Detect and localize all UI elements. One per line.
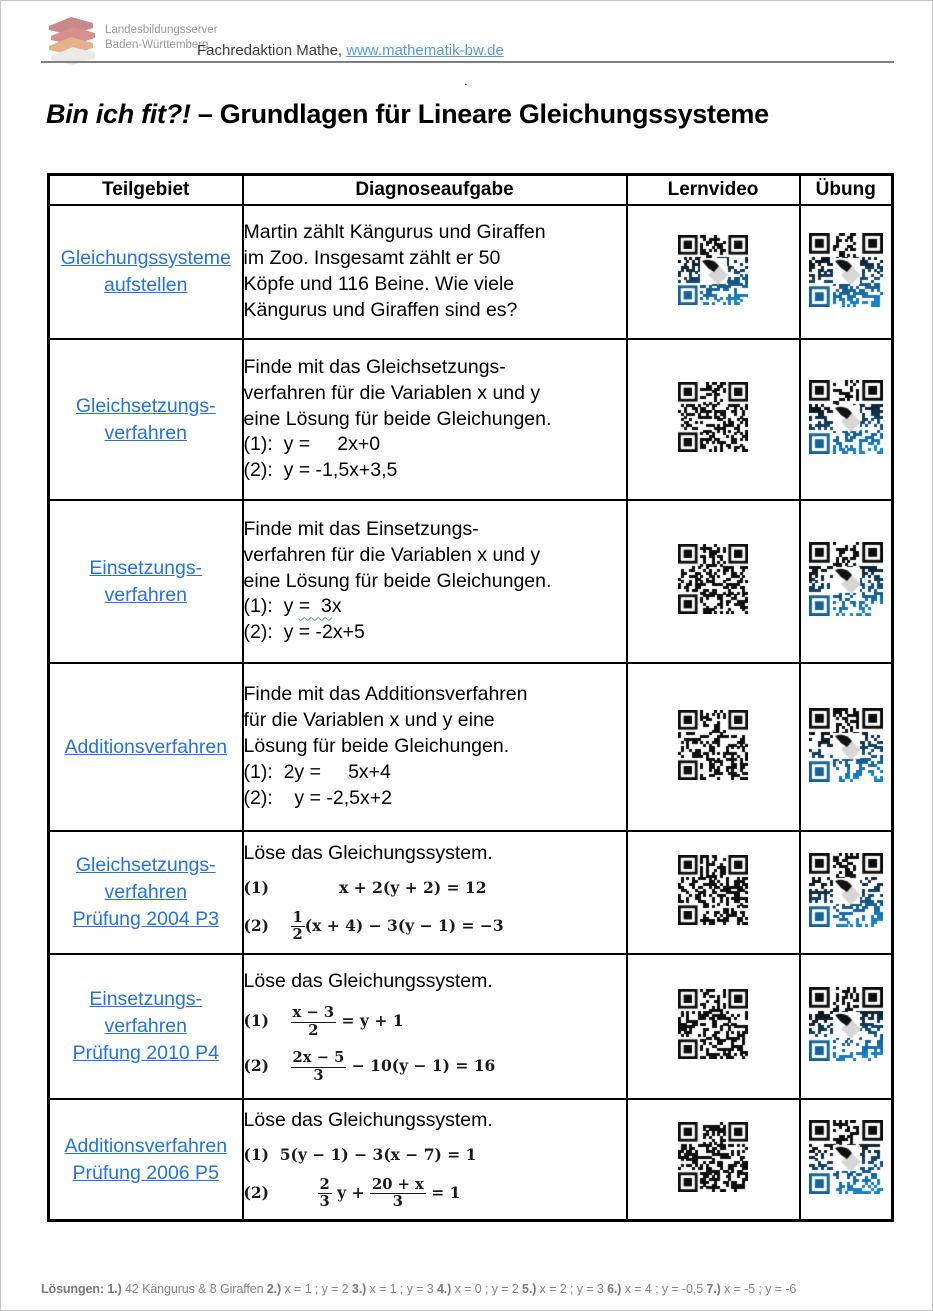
lernvideo-cell [627,339,800,500]
diagnoseaufgabe-cell [243,954,627,1099]
task-line: Löse das Gleichungssystem. [243,1109,493,1132]
tagline [197,42,504,59]
diagnoseaufgabe-cell [243,339,627,500]
fraction: $\frac{2x - 5}{3}$ [292,1049,345,1084]
lernvideo-cell [627,1099,800,1221]
header-divider [41,61,894,63]
task-line: (1) 5(y − 1) − 3(x − 7) = 1 [243,1145,477,1165]
teilgebiet-cell [49,205,243,339]
topic-link[interactable]: Additionsverfahren Prüfung 2006 P5 [64,1134,228,1184]
task-line: (2): y = -2,5x+2 [243,786,392,809]
task-line: Lösung für beide Gleichungen. [243,735,510,758]
page-title-rest: – Grundlagen für Lineare Gleichungssysteme [190,99,769,129]
task-line: (1): y = 3x [243,595,342,618]
task-line: (1) $\frac{x - 3}{2}$ = y + 1 [243,1004,404,1039]
table-body [49,205,893,1221]
task-line: Löse das Gleichungssystem. [243,842,493,865]
lernvideo-cell [627,954,800,1099]
task-line: Kängurus und Giraffen sind es? [243,298,518,321]
qr-code-uebung [809,708,883,782]
table-row [49,500,893,663]
task-line: (2): y = -2x+5 [243,621,365,644]
diagnoseaufgabe-cell [243,205,627,339]
solutions-footer: Lösungen: 1.) 42 Kängurus & 8 Giraffen 2.) x = 1 ; y = 2 3.) x = 1 ; y = 3 4.) x = 0 ; y = 2 5.) x = 2 ; y = 3 6.) x = 4 ; y = -0,5 7.) x = -5 ; y = -6 [41,1282,797,1296]
task-line: (2) $\frac{2}{3}$ y + $\frac{20 + x}{3}$ = 1 [243,1175,461,1211]
task-line: Martin zählt Kängurus und Giraffen [243,221,546,244]
fraction: $\frac{2}{3}$ [319,1175,330,1211]
task-line: (2): y = -1,5x+3,5 [243,459,398,482]
diagnoseaufgabe-cell [243,1099,627,1221]
table-row [49,205,893,339]
spellcheck-squiggle: = 3 [298,595,332,618]
lernvideo-cell [627,500,800,663]
table-row [49,339,893,500]
task-line: Finde mit das Gleichsetzungs- [243,355,506,378]
task-line: Finde mit das Additionsverfahren [243,683,528,706]
task-line: eine Lösung für beide Gleichungen. [243,407,552,430]
topic-link[interactable]: Gleichsetzungs- verfahren [75,394,216,444]
qr-code-uebung [809,380,883,454]
qr-code-lernvideo [678,235,748,305]
qr-code-lernvideo [678,989,748,1059]
stray-dot: . [464,73,468,88]
fraction: $\frac{1}{2}$ [292,908,303,944]
topic-link[interactable]: Einsetzungs- verfahren Prüfung 2010 P4 [72,988,219,1064]
task-line: Löse das Gleichungssystem. [243,969,493,992]
table-row [49,954,893,1099]
qr-code-lernvideo [678,382,748,452]
uebung-cell [800,663,893,831]
qr-code-uebung [809,542,883,616]
diagnoseaufgabe-cell [243,500,627,663]
qr-code-lernvideo [678,1122,748,1192]
task-line: (1): y = 2x+0 [243,433,381,456]
diagnostics-table [47,173,894,1222]
table-row [49,831,893,954]
teilgebiet-cell [49,339,243,500]
uebung-cell [800,205,893,339]
task-line: verfahren für die Variablen x und y [243,543,541,566]
diagnoseaufgabe-cell [243,831,627,954]
task-line: im Zoo. Insgesamt zählt er 50 [243,247,501,270]
qr-code-lernvideo [678,710,748,780]
task-line: verfahren für die Variablen x und y [243,381,541,404]
column-header-teilgebiet: Teilgebiet [49,175,243,206]
teilgebiet-cell [49,1099,243,1221]
teilgebiet-cell [49,954,243,1099]
uebung-cell [800,339,893,500]
qr-code-uebung [809,987,883,1061]
logo-line2: Baden-Württemberg [105,38,209,51]
column-header-uebung: Übung [800,175,893,206]
topic-link[interactable]: Additionsverfahren [64,735,228,758]
qr-code-uebung [809,1120,883,1194]
lernvideo-cell [627,831,800,954]
qr-code-uebung [809,853,883,927]
task-line: Köpfe und 116 Beine. Wie viele [243,273,515,295]
page-title-italic: Bin ich fit?! [46,99,191,129]
page-title [46,99,769,130]
topic-link[interactable]: Einsetzungs- verfahren [89,556,203,606]
lernvideo-cell [627,663,800,831]
table-row [49,1099,893,1221]
qr-code-uebung [809,233,883,307]
table-row [49,663,893,831]
task-line: eine Lösung für beide Gleichungen. [243,569,552,592]
task-line: (1) x + 2(y + 2) = 12 [243,878,487,898]
uebung-cell [800,500,893,663]
fraction: $\frac{20 + x}{3}$ [371,1175,424,1211]
fraction: $\frac{x - 3}{2}$ [292,1004,335,1039]
uebung-cell [800,954,893,1099]
mathematik-bw-link[interactable]: www.mathematik-bw.de [346,42,504,59]
column-header-diagnoseaufgabe: Diagnoseaufgabe [243,175,627,206]
diagnoseaufgabe-cell [243,663,627,831]
teilgebiet-cell [49,831,243,954]
column-header-lernvideo: Lernvideo [627,175,800,206]
uebung-cell [800,831,893,954]
task-line: (2) $\frac{1}{2}$ (x + 4) − 3(y − 1) = −3 [243,908,504,944]
task-line: Finde mit das Einsetzungs- [243,517,479,540]
topic-link[interactable]: Gleichsetzungs- verfahren Prüfung 2004 P3 [72,854,219,930]
task-line: für die Variablen x und y eine [243,709,495,732]
task-line: (1): 2y = 5x+4 [243,760,391,783]
qr-code-lernvideo [678,855,748,925]
topic-link[interactable]: Gleichungssysteme aufstellen [60,247,231,296]
lernvideo-cell [627,205,800,339]
teilgebiet-cell [49,500,243,663]
table-header-row [49,175,893,206]
logo-line1: Landesbildungsserver [105,24,218,36]
uebung-cell [800,1099,893,1221]
task-line: (2) $\frac{2x - 5}{3}$ − 10(y − 1) = 16 [243,1049,496,1084]
teilgebiet-cell [49,663,243,831]
tagline-prefix: Fachredaktion Mathe, [197,42,347,59]
qr-code-lernvideo [678,544,748,614]
